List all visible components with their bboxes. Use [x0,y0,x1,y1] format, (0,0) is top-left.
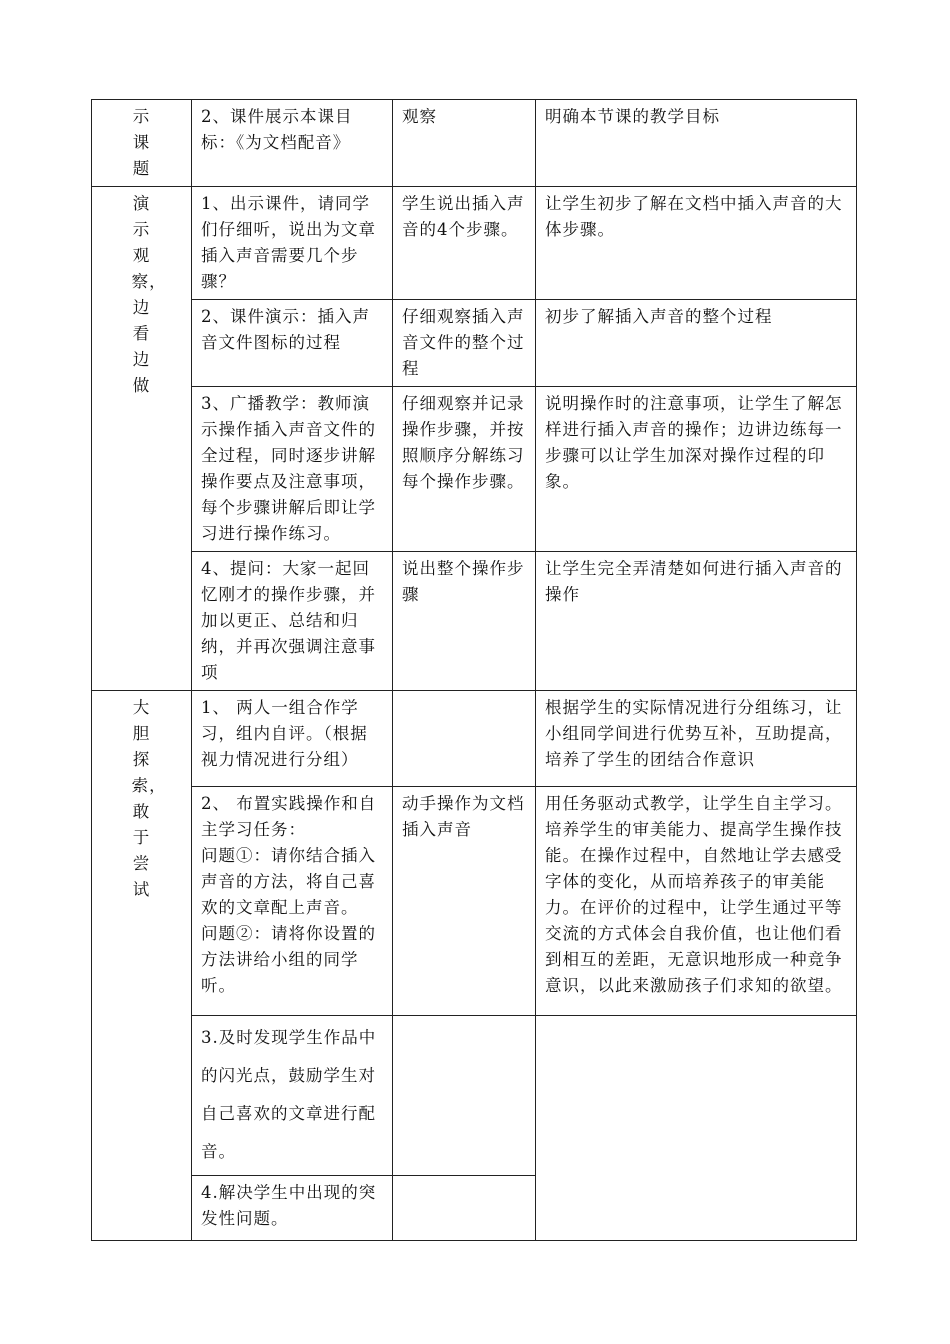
teacher-activity-cell: 1、 两人一组合作学习，组内自评。（根据视力情况进行分组） [192,691,393,787]
teacher-activity-cell: 1、出示课件，请同学们仔细听，说出为文章插入声音需要几个步骤？ [192,187,393,300]
teacher-activity-cell: 4、提问：大家一起回忆刚才的操作步骤，并加以更正、总结和归纳，并再次强调注意事项 [192,552,393,691]
design-intent-cell: 说明操作时的注意事项，让学生了解怎样进行插入声音的操作；边讲边练每一步骤可以让学生加深对操作过程的印象。 [536,387,857,552]
table-row [92,787,857,1016]
student-activity-cell: 学生说出插入声音的4个步骤。 [393,187,536,300]
student-activity-cell [393,1016,536,1176]
teacher-activity-cell: 2、课件演示：插入声音文件图标的过程 [192,300,393,387]
teacher-activity-cell: 3.及时发现学生作品中的闪光点，鼓励学生对自己喜欢的文章进行配音。 [192,1016,393,1176]
teacher-activity-cell: 3、广播教学：教师演示操作插入声音文件的全过程，同时逐步讲解操作要点及注意事项，每个步骤讲解后即让学习进行操作练习。 [192,387,393,552]
table-row [92,387,857,552]
design-intent-cell: 让学生初步了解在文档中插入声音的大体步骤。 [536,187,857,300]
table-row [92,552,857,691]
student-activity-cell: 仔细观察插入声音文件的整个过程 [393,300,536,387]
teacher-activity-cell: 4.解决学生中出现的突发性问题。 [192,1176,393,1241]
teacher-activity-cell: 2、 布置实践操作和自主学习任务： 问题①：请你结合插入声音的方法，将自己喜欢的文章配上声音。 问题②：请将你设置的方法讲给小组的同学听。 [192,787,393,1016]
table-row [92,691,857,787]
stage-cell: 示课题 [92,100,192,187]
student-activity-cell: 说出整个操作步骤 [393,552,536,691]
table-row [92,100,857,187]
design-intent-cell: 用任务驱动式教学，让学生自主学习。培养学生的审美能力、提高学生操作技能。在操作过程中，自然地让学去感受字体的变化，从而培养孩子的审美能力。在评价的过程中，让学生通过平等交流的方式体会自我价值，也让他们看到相互的差距，无意识地形成一种竞争意识，以此来激励孩子们求知的欲望。 [536,787,857,1016]
stage-cell: 大胆探索，敢于尝试 [92,691,192,1241]
table-row [92,187,857,300]
student-activity-cell [393,691,536,787]
lesson-plan-table [91,99,857,1241]
design-intent-cell: 让学生完全弄清楚如何进行插入声音的操作 [536,552,857,691]
stage-cell: 演示观察，边看边做 [92,187,192,691]
student-activity-cell: 观察 [393,100,536,187]
design-intent-cell: 初步了解插入声音的整个过程 [536,300,857,387]
student-activity-cell [393,1176,536,1241]
design-intent-cell: 根据学生的实际情况进行分组练习，让小组同学间进行优势互补，互助提高，培养了学生的团结合作意识 [536,691,857,787]
student-activity-cell: 动手操作为文档插入声音 [393,787,536,1016]
teacher-activity-cell: 2、课件展示本课目标：《为文档配音》 [192,100,393,187]
student-activity-cell: 仔细观察并记录操作步骤，并按照顺序分解练习每个操作步骤。 [393,387,536,552]
table-row [92,1016,857,1176]
design-intent-cell [536,1016,857,1241]
table-row [92,300,857,387]
design-intent-cell: 明确本节课的教学目标 [536,100,857,187]
